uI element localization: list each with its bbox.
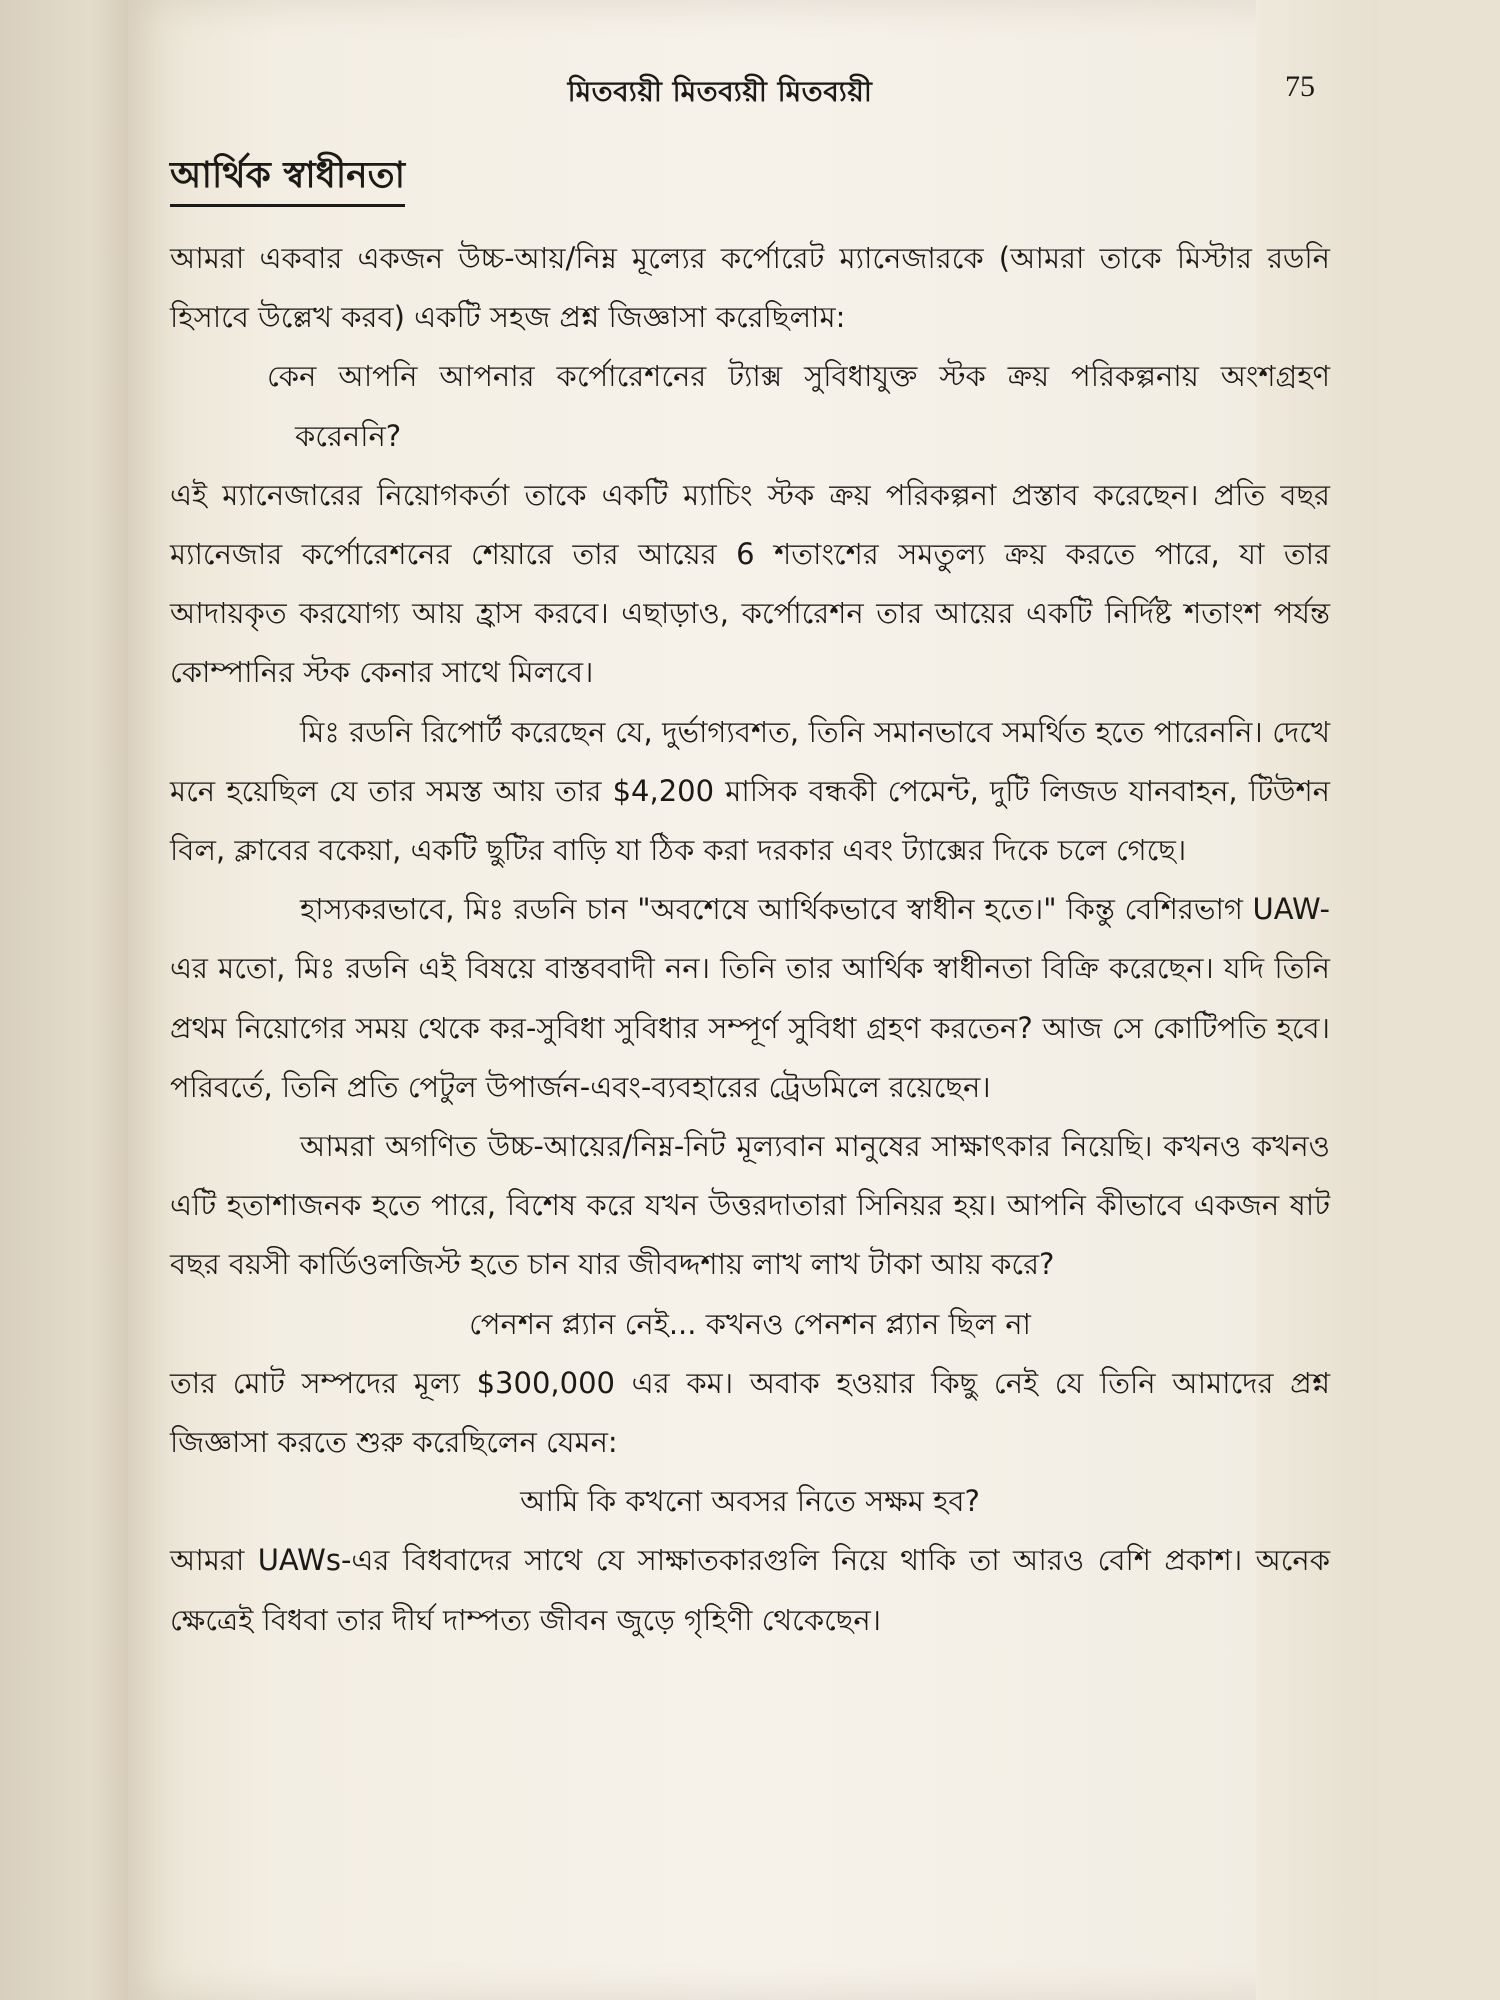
- paragraph-6: তার মোট সম্পদের মূল্য $300,000 এর কম। অবাক হওয়ার কিছু নেই যে তিনি আমাদের প্রশ্ন জিজ্ঞাসা করতে শুরু করেছিলেন যেমন:: [170, 1365, 1330, 1460]
- section-heading: আর্থিক স্বাধীনতা: [170, 150, 405, 207]
- paragraph-1: আমরা একবার একজন উচ্চ-আয়/নিম্ন মূল্যের কর্পোরেট ম্যানেজারকে (আমরা তাকে মিস্টার রডনি হিসাবে উল্লেখ করব) একটি সহজ প্রশ্ন জিজ্ঞাসা করেছিলাম:: [170, 241, 1330, 335]
- page-content: [170, 150, 1330, 1650]
- quote-1: [170, 347, 1330, 465]
- quote-3: আমি কি কখনো অবসর নিতে সক্ষম হব?: [520, 1484, 980, 1519]
- paragraph-7: আমরা UAWs-এর বিধবাদের সাথে যে সাক্ষাতকারগুলি নিয়ে থাকি তা আরও বেশি প্রকাশ। অনেক ক্ষেত্রেই বিধবা তার দীর্ঘ দাম্পত্য জীবন জুড়ে গৃহিণী থেকেছেন।: [170, 1543, 1330, 1637]
- quote-1-text: কেন আপনি আপনার কর্পোরেশনের ট্যাক্স সুবিধাযুক্ত স্টক ক্রয় পরিকল্পনায় অংশগ্রহণ করেননি?: [267, 359, 1330, 453]
- running-header: মিতব্যয়ী মিতব্যয়ী মিতব্যয়ী: [567, 75, 873, 108]
- book-gutter: [0, 0, 128, 2000]
- quote-2: পেনশন প্ল্যান নেই... কখনও পেনশন প্ল্যান ছিল না: [469, 1306, 1031, 1341]
- paragraph-5: আমরা অগণিত উচ্চ-আয়ের/নিম্ন-নিট মূল্যবান মানুষের সাক্ষাৎকার নিয়েছি। কখনও কখনও এটি হতাশাজনক হতে পারে, বিশেষ করে যখন উত্তরদাতারা সিনিয়র হয়। আপনি কীভাবে একজন ষাট বছর বয়সী কার্ডিওলজিস্ট হতে চান যার জীবদ্দশায় লাখ লাখ টাকা আয় করে?: [170, 1129, 1330, 1282]
- paragraph-3: মিঃ রডনি রিপোর্ট করেছেন যে, দুর্ভাগ্যবশত, তিনি সমানভাবে সমর্থিত হতে পারেননি। দেখে মনে হয়েছিল যে তার সমস্ত আয় তার $4,200 মাসিক বন্ধকী পেমেন্ট, দুটি লিজড যানবাহন, টিউশন বিল, ক্লাবের বকেয়া, একটি ছুটির বাড়ি যা ঠিক করা দরকার এবং ট্যাক্সের দিকে চলে গেছে।: [170, 714, 1330, 868]
- paragraph-2: এই ম্যানেজারের নিয়োগকর্তা তাকে একটি ম্যাচিং স্টক ক্রয় পরিকল্পনা প্রস্তাব করেছেন। প্রতি বছর ম্যানেজার কর্পোরেশনের শেয়ারে তার আয়ের 6 শতাংশের সমতুল্য ক্রয় করতে পারে, যা তার আদায়কৃত করযোগ্য আয় হ্রাস করবে। এছাড়াও, কর্পোরেশন তার আয়ের একটি নির্দিষ্ট শতাংশ পর্যন্ত কোম্পানির স্টক কেনার সাথে মিলবে।: [170, 477, 1330, 690]
- page-number: 75: [1285, 70, 1315, 103]
- paragraph-4: হাস্যকরভাবে, মিঃ রডনি চান "অবশেষে আর্থিকভাবে স্বাধীন হতে।" কিন্তু বেশিরভাগ UAW-এর মতো, মিঃ রডনি এই বিষয়ে বাস্তববাদী নন। তিনি তার আর্থিক স্বাধীনতা বিক্রি করেছেন। যদি তিনি প্রথম নিয়োগের সময় থেকে কর-সুবিধা সুবিধার সম্পূর্ণ সুবিধা গ্রহণ করতেন? আজ সে কোটিপতি হবে। পরিবর্তে, তিনি প্রতি পেটুল উপার্জন-এবং-ব্যবহারের ট্রেডমিলে রয়েছেন।: [170, 892, 1330, 1104]
